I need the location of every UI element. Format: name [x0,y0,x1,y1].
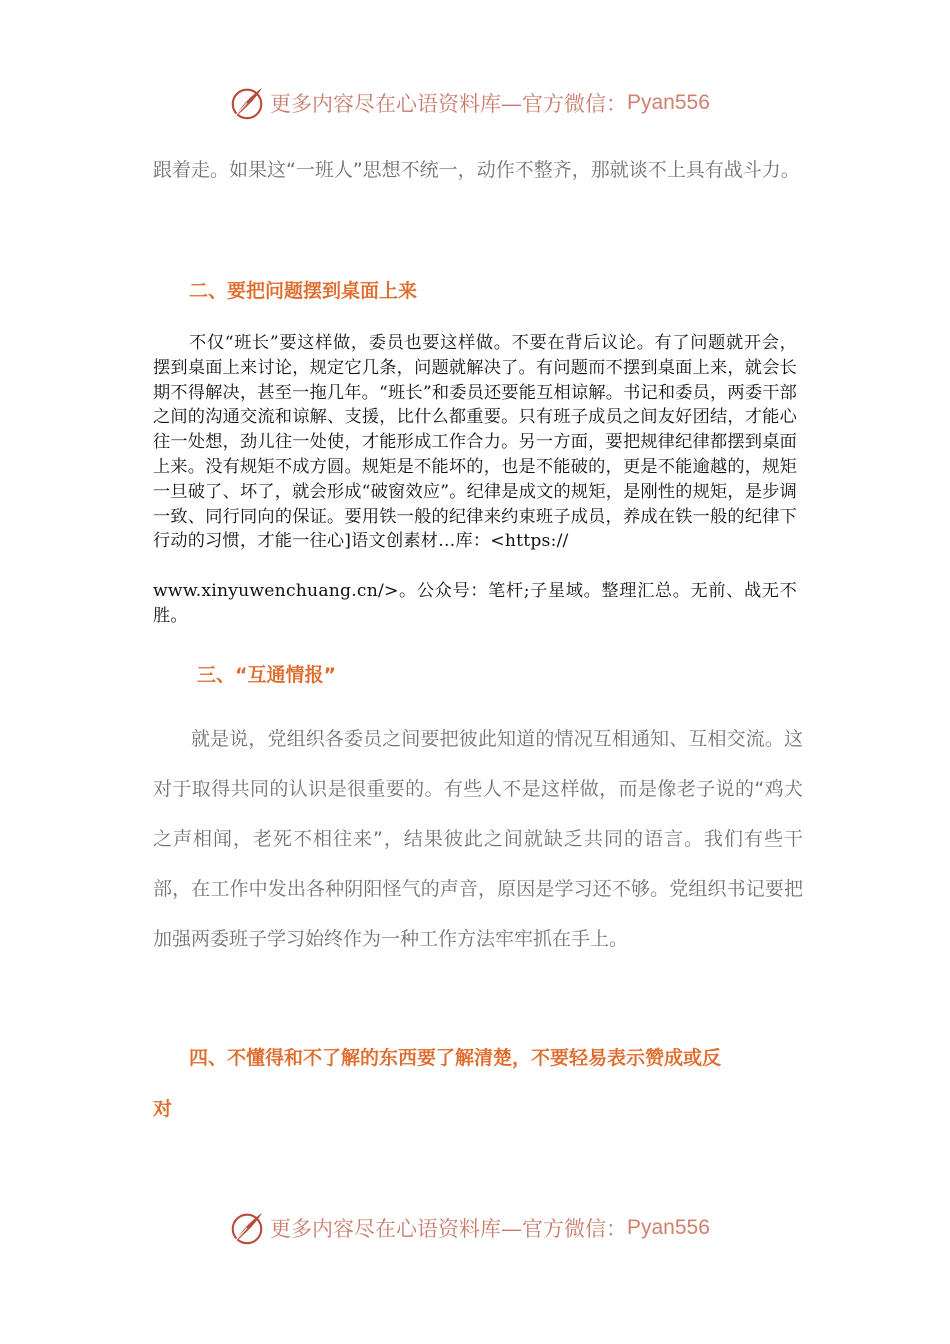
section-3-body: 就是说，党组织各委员之间要把彼此知道的情况互相通知、互相交流。这对于取得共同的认识是很重要的。有些人不是这样做，而是像老子说的“鸡犬之声相闻，老死不相往来”，结果彼此之间就缺乏共同的语言。我们有些干部，在工作中发出各种阴阳怪气的声音，原因是学习还不够。党组织书记要把加强两委班子学习始终作为一种工作方法牢牢抓在手上。 [153,728,803,950]
wechat-id: Pyan556 [627,91,710,114]
banner-text: 更多内容尽在心语资料库—官方微信： [270,1217,627,1241]
section-4-heading-line1: 四、不懂得和不了解的东西要了解清楚，不要轻易表示赞成或反 [189,1047,722,1069]
section-2-body [153,331,797,554]
quill-pen-logo-icon [228,84,266,122]
quill-pen-logo-icon [228,1209,266,1247]
footer-banner [0,1209,950,1249]
section-2-body-continued [153,579,797,629]
section-3-heading: 三、“互通情报” [197,664,336,686]
intro-paragraph: 跟着走。如果这“一班人”思想不统一，动作不整齐，那就谈不上具有战斗力。 [153,159,800,181]
banner-text: 更多内容尽在心语资料库—官方微信： [270,92,627,116]
header-banner [0,84,950,124]
section-4-heading-line2: 对 [153,1098,173,1120]
wechat-id: Pyan556 [627,1216,710,1239]
section-2-body-text: 不仅“班长”要这样做，委员也要这样做。不要在背后议论。有了问题就开会，摆到桌面上来讨论，规定它几条，问题就解决了。有问题而不摆到桌面上来，就会长期不得解决，甚至一拖几年。“班长”和委员还要能互相谅解。书记和委员，两委干部之间的沟通交流和谅解、支援，比什么都重要。只有班子成员之间友好团结，才能心往一处想，劲儿往一处使，才能形成工作合力。另一方面，要把规律纪律都摆到桌面上来。没有规矩不成方圆。规矩是不能坏的，也是不能破的，更是不能逾越的，规矩一旦破了、坏了，就会形成“破窗效应”。纪律是成文的规矩，是刚性的规矩，是步调一致、同行同向的保证。要用铁一般的纪律来约束班子成员，养成在铁一般的纪律下行动的习惯，才能一往心]语文创素材…库：<https:// [153,333,797,552]
section-2-heading: 二、要把问题摆到桌面上来 [189,280,418,302]
section-2-body-url-text: www.xinyuwenchuang.cn/>。公众号：笔杆;子星域。整理汇总。无前、战无不胜。 [153,581,797,626]
